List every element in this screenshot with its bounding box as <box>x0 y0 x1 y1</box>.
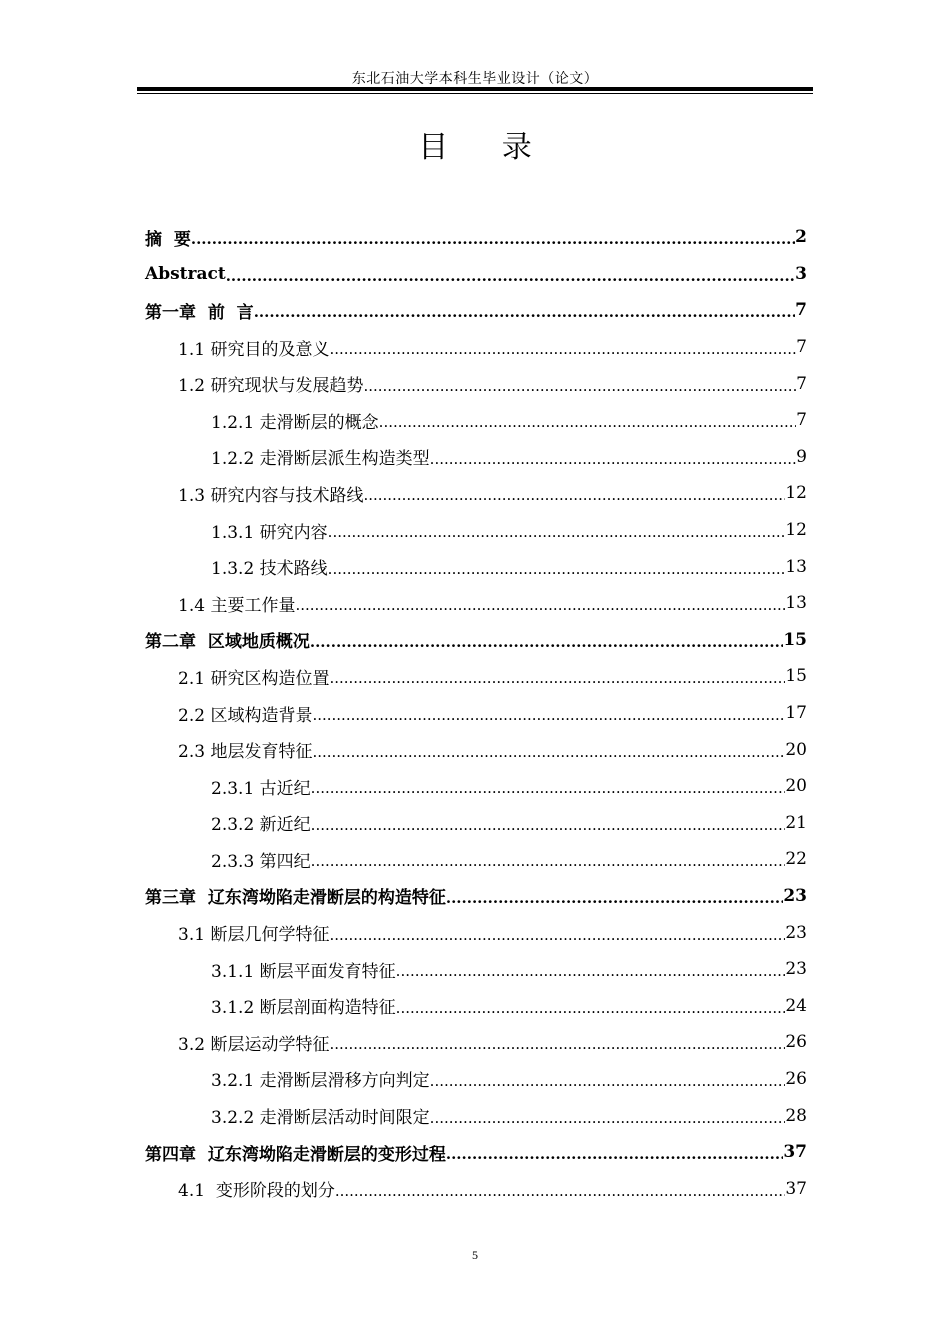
toc-dot-leader <box>329 340 796 358</box>
toc-dot-leader <box>363 486 785 504</box>
toc-entry-page: 7 <box>796 337 807 358</box>
toc-entry-page: 15 <box>785 666 807 687</box>
toc-entry-label: 2.3.3 第四纪 <box>211 851 311 872</box>
toc-entry[interactable] <box>145 1097 807 1134</box>
toc-entry-label: 3.1 断层几何学特征 <box>178 925 330 946</box>
toc-entry-page: 23 <box>783 885 807 906</box>
toc-entry-page: 17 <box>785 703 807 724</box>
toc-dot-leader <box>363 377 796 395</box>
toc-entry[interactable] <box>145 914 807 951</box>
toc-dot-leader <box>430 1072 786 1090</box>
toc-entry-label: 1.2.1 走滑断层的概念 <box>211 412 379 433</box>
toc-entry-label: 2.3.2 新近纪 <box>211 815 311 836</box>
toc-dot-leader <box>329 1035 785 1053</box>
toc-entry-page: 12 <box>785 483 807 504</box>
toc-entry-label: 3.1.1 断层平面发育特征 <box>211 961 396 982</box>
toc-entry-page: 7 <box>795 300 807 321</box>
toc-entry-label: 第一章 前 言 <box>145 302 254 323</box>
header-rule-thin <box>137 93 813 94</box>
toc-entry[interactable] <box>145 841 807 878</box>
toc-entry-page: 23 <box>785 922 807 943</box>
toc-entry[interactable] <box>145 256 807 293</box>
page-number: 5 <box>472 1248 478 1262</box>
toc-dot-leader <box>446 889 783 907</box>
toc-entry-page: 13 <box>785 556 807 577</box>
toc-entry[interactable] <box>145 439 807 476</box>
toc-entry[interactable] <box>145 987 807 1024</box>
toc-entry[interactable] <box>145 1061 807 1098</box>
toc-dot-leader <box>191 230 795 248</box>
toc-dot-leader <box>396 962 786 980</box>
running-title: 东北石油大学本科生毕业设计（论文） <box>351 71 599 87</box>
toc-entry-label: 1.3 研究内容与技术路线 <box>178 485 364 506</box>
toc-entry-label: 2.2 区域构造背景 <box>178 705 313 726</box>
toc-dot-leader <box>430 450 797 468</box>
toc-entry[interactable] <box>145 622 807 659</box>
toc-entry[interactable] <box>145 585 807 622</box>
toc-entry-page: 9 <box>796 446 807 467</box>
toc-entry-label: 1.1 研究目的及意义 <box>178 339 330 360</box>
toc-dot-leader <box>311 779 786 797</box>
toc-entry[interactable] <box>145 402 807 439</box>
toc-entry-page: 22 <box>785 849 807 870</box>
toc-entry[interactable] <box>145 1170 807 1207</box>
toc-entry[interactable] <box>145 731 807 768</box>
toc-dot-leader <box>329 669 785 687</box>
toc-entry-page: 23 <box>785 959 807 980</box>
toc-entry-label: 4.1 变形阶段的划分 <box>178 1181 335 1202</box>
toc-entry[interactable] <box>145 878 807 915</box>
table-of-contents <box>145 219 807 1207</box>
toc-entry[interactable] <box>145 219 807 256</box>
toc-dot-leader <box>226 267 795 285</box>
toc-dot-leader <box>329 926 785 944</box>
toc-entry-page: 20 <box>785 776 807 797</box>
toc-entry-label: 3.2.2 走滑断层活动时间限定 <box>211 1108 430 1129</box>
toc-entry-label: Abstract <box>145 263 226 284</box>
toc-entry[interactable] <box>145 1134 807 1171</box>
toc-dot-leader <box>311 852 786 870</box>
toc-entry[interactable] <box>145 329 807 366</box>
toc-entry-label: 3.2.1 走滑断层滑移方向判定 <box>211 1071 430 1092</box>
toc-dot-leader <box>312 706 785 724</box>
toc-entry-label: 2.3 地层发育特征 <box>178 742 313 763</box>
toc-entry-label: 1.2.2 走滑断层派生构造类型 <box>211 449 430 470</box>
toc-entry[interactable] <box>145 805 807 842</box>
page-title: 目 录 <box>418 130 554 165</box>
toc-entry-label: 第三章 辽东湾坳陷走滑断层的构造特征 <box>145 888 446 909</box>
toc-entry-label: 1.4 主要工作量 <box>178 595 296 616</box>
toc-entry-page: 24 <box>785 995 807 1016</box>
toc-entry-page: 3 <box>795 263 807 284</box>
toc-entry[interactable] <box>145 695 807 732</box>
toc-entry-label: 摘 要 <box>145 229 191 250</box>
toc-entry-label: 第二章 区域地质概况 <box>145 632 310 653</box>
toc-entry-page: 37 <box>785 1178 807 1199</box>
toc-entry[interactable] <box>145 951 807 988</box>
toc-entry[interactable] <box>145 768 807 805</box>
toc-entry-page: 2 <box>795 227 807 248</box>
toc-entry[interactable] <box>145 1024 807 1061</box>
toc-entry-page: 7 <box>796 373 807 394</box>
toc-entry-page: 21 <box>785 812 807 833</box>
toc-dot-leader <box>430 1109 786 1127</box>
toc-entry-label: 第四章 辽东湾坳陷走滑断层的变形过程 <box>145 1144 446 1165</box>
toc-entry[interactable] <box>145 365 807 402</box>
toc-dot-leader <box>396 999 786 1017</box>
toc-entry-label: 1.2 研究现状与发展趋势 <box>178 376 364 397</box>
toc-dot-leader <box>311 816 786 834</box>
toc-dot-leader <box>379 413 797 431</box>
toc-entry-page: 37 <box>783 1142 807 1163</box>
toc-entry-page: 12 <box>785 520 807 541</box>
toc-entry-label: 1.3.2 技术路线 <box>211 559 328 580</box>
toc-dot-leader <box>295 596 785 614</box>
toc-dot-leader <box>328 560 786 578</box>
toc-entry[interactable] <box>145 548 807 585</box>
toc-entry-page: 28 <box>785 1105 807 1126</box>
toc-entry-page: 7 <box>796 410 807 431</box>
toc-dot-leader <box>254 303 795 321</box>
toc-entry-label: 1.3.1 研究内容 <box>211 522 328 543</box>
toc-entry-page: 26 <box>785 1032 807 1053</box>
toc-entry-page: 26 <box>785 1068 807 1089</box>
toc-dot-leader <box>446 1145 783 1163</box>
toc-entry-page: 20 <box>785 739 807 760</box>
toc-dot-leader <box>328 523 786 541</box>
toc-entry[interactable] <box>145 292 807 329</box>
toc-entry[interactable] <box>145 475 807 512</box>
toc-entry[interactable] <box>145 658 807 695</box>
toc-entry-label: 2.3.1 古近纪 <box>211 778 311 799</box>
toc-dot-leader <box>310 633 783 651</box>
toc-dot-leader <box>312 743 785 761</box>
toc-entry[interactable] <box>145 512 807 549</box>
toc-entry-label: 3.2 断层运动学特征 <box>178 1034 330 1055</box>
toc-entry-label: 3.1.2 断层剖面构造特征 <box>211 998 396 1019</box>
toc-entry-page: 15 <box>783 629 807 650</box>
toc-dot-leader <box>335 1182 786 1200</box>
toc-entry-label: 2.1 研究区构造位置 <box>178 668 330 689</box>
toc-entry-page: 13 <box>785 593 807 614</box>
header-rule-thick <box>137 87 813 91</box>
